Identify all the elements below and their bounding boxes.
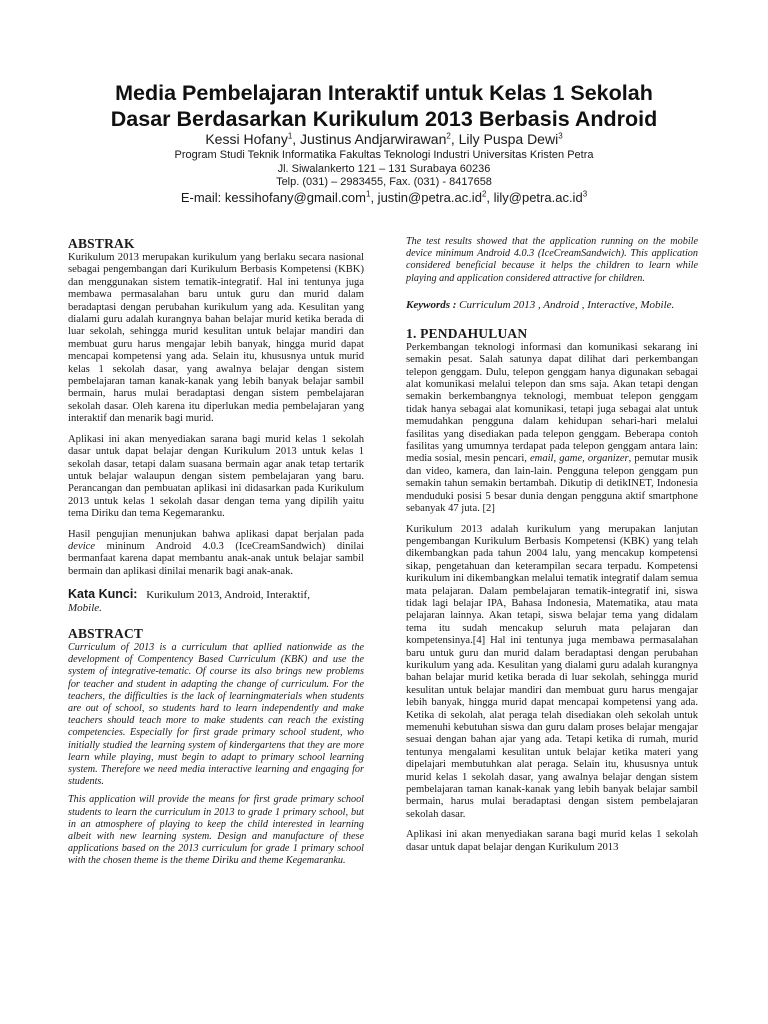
abstrak-p3-text-b: mininum Android 4.0.3 (IceCreamSandwich) dinilai bermanfaat karena dapat membantu anak-anak untuk belajar sambil bermain dan aplikasi dinilai menarik bagi anak-anak. [68, 540, 364, 577]
intro-p1-text-a: Perkembangan teknologi informasi dan komunikasi sekarang ini semakin pesat. Salah satunya dapat dilihat dari perkembangan telepon genggam. Dulu, telepon genggam hanya digunakan sebagai alat komunikasi melalui telepon dan sms saja. Akan tetapi dengan semakin berkembangnya teknologi, membuat telepon genggam tidak hanya sebagai alat komunikasi, tetapi juga sebagai alat untuk memudahkan pengguna dalam kehidupan sehari-hari melalui fasilitas yang disediakan pada telepon genggam. Beberapa contoh fasilitas yang umumnya terdapat pada telepon genggam antara lain: media sosial, mesin pencari, [406, 341, 698, 465]
keywords-text: Curriculum 2013 , Android , Interactive, Mobile. [459, 298, 675, 311]
address: Jl. Siwalankerto 121 – 131 Surabaya 60236 [277, 162, 491, 175]
email-2[interactable]: , justin@petra.ac.id [370, 190, 482, 205]
abstrak-paragraph-2: Aplikasi ini akan menyediakan sarana bagi murid kelas 1 sekolah dasar untuk dapat belajar dengan Kurikulum 2013 untuk kelas 1 sekolah dasar, tetapi dalam suasana bermain agar anak tetap tertarik untuk belajar walaupun dengan sistem pembelajaran yang baru. Perancangan dan pembuatan aplikasi ini didasarkan pada Kurikulum 2013 untuk kelas 1 sekolah dasar dengan tema yang dipilih yaitu tema Diriku dan tema Kegemaranku. [68, 433, 364, 520]
author-2: , Justinus Andjarwirawan [292, 131, 447, 147]
abstract-paragraph-2: This application will provide the means for first grade primary school students to learn the curriculum in 2013 to grade 1 primary school, but in an atmosphere of playing to keep the child interested in learning albeit with new learning system. Design and manufacture of these applications based on the 2013 curriculum for grade 1 primary school with the chosen theme is the theme Diriku and theme Kegemaranku. [68, 794, 364, 867]
keywords-label: Keywords : [406, 298, 457, 311]
email-1[interactable]: E-mail: kessihofany@gmail.com [180, 190, 366, 205]
author-list [40, 131, 728, 148]
email-1-sup: 1 [366, 189, 371, 199]
intro-p1-italic: email, game, organizer [529, 453, 629, 465]
phone-fax: Telp. (031) – 2983455, Fax. (031) - 8417658 [276, 176, 492, 189]
pendahuluan-heading: 1. PENDAHULUAN [406, 325, 528, 341]
left-column [68, 236, 364, 868]
intro-paragraph-3: Aplikasi ini akan menyediakan sarana bagi murid kelas 1 sekolah dasar untuk dapat belajar dengan Kurikulum 2013 [406, 829, 698, 853]
paper-title [40, 80, 728, 132]
kata-kunci-label: Kata Kunci: [68, 587, 138, 602]
abstrak-heading: ABSTRAK [68, 236, 135, 251]
right-column [406, 236, 698, 854]
affiliation: Program Studi Teknik Informatika Fakultas Teknologi Industri Universitas Kristen Petra [174, 149, 594, 161]
affiliation-block [40, 149, 728, 190]
intro-paragraph-2: Kurikulum 2013 adalah kurikulum yang merupakan lanjutan pengembangan Kurikulum Berbasis Kompetensi (KBK) yang telah dikembangkan pada tahun 2004 lalu, yang mencakup kompetensi sikap, pengetahuan dan keterampilan secara terpadu. Kompetensi kurikulum ini dikembangkan melalui tematik integratif dalam semua mata pelajaran. Dalam pembelajaran tematik-integratif ini, siswa tidak lagi belajar IPA, Bahasa Indonesia, Matematika, atau mata pelajaran lainnya. Akan tetapi, siswa belajar tema yang didalam tema itu sudah mencakup seluruh mata pelajaran dan kompetensinya.[4] Hal ini tentunya juga membawa permasalahan baru untuk guru dan murid dalam beradaptasi dengan perubahan kurikulum yang ada. Kesulitan yang dialami guru adalah kurangnya bahan belajar murid ketika berada di luar sekolah, sehingga murid kesulitan untuk belajar mandiri dan membuat guru harus mengajar lebih banyak, hingga murid dapat mencapai kompetensi yang ada. Ketika di sekolah, alat peraga telah disediakan oleh sekolah untuk memenuhi kebutuhan siswa dan guru dalam proses belajar mengajar sesuai dengan bahan ajar yang ada. Tetapi ketika di rumah, murid tentunya mengalami kesulitan untuk belajar ketika materi yang dipelajari membutuhkan alat peraga. Selain itu, khususnya untuk murid kelas 1 sekolah dasar, yang awalnya belajar dengan sistem pembelajaran taman kanak-kanak yang lebih banyak belajar sambil bermain, harus mulai beradaptasi dengan sistem pembelajaran sekolah dasar. [406, 523, 698, 820]
abstrak-paragraph-1: Kurikulum 2013 merupakan kurikulum yang berlaku secara nasional sebagai pengembangan dari Kurikulum Berbasis Kompetensi (KBK) dan menggunakan sistem tematik-integratif. Hal ini tentunya juga membawa permasalahan baru untuk guru dan murid dalam beradaptasi dengan perubahan kurikulum yang ada. Kesulitan yang dialami guru adalah kurangnya bahan belajar murid ketika berada di luar sekolah, sehingga murid kesulitan untuk belajar mandiri dan membuat guru harus mengajar lebih banyak, hingga murid dapat mencapai kompetensi yang ada. Selain itu, khususnya untuk murid kelas 1 sekolah dasar, yang awalnya belajar dengan sistem pembelajaran taman kanak-kanak yang lebih banyak belajar sambil bermain, harus mulai beradaptasi dengan sistem pembelajaran sekolah dasar. Oleh karena itu diperlukan media pembelajaran yang interaktif dan menarik bagi murid. [68, 252, 364, 425]
abstrak-p3-device: device [68, 540, 96, 552]
kata-kunci-mobile: Mobile. [68, 601, 102, 614]
author-3: , Lily Puspa Dewi [450, 131, 559, 147]
abstrak-paragraph-3 [68, 529, 364, 579]
author-3-sup: 3 [558, 131, 563, 141]
abstract-paragraph-1: Curriculum of 2013 is a curriculum that apllied nationwide as the development of Compentency Based Curriculum (KBK) and use the system of integrative-tematic. Of course its also brings new problems for teacher and student in adapting the change of curriculum. For the teachers, the difficulties is the lack of learningmaterials when students are out of school, so students hard to learn independently and make teachers should teach more to make students can reach the existing competencies. Especially for first grade primary school student, who initially studied the learning system of kindergartens that they are more learn while playing, must begin to adapt to primary school learning system. Therefore we need media interactive learning and engaging for students. [68, 641, 364, 788]
author-2-sup: 2 [446, 131, 451, 141]
abstract-heading: ABSTRACT [68, 625, 144, 641]
title-line-2: Dasar Berdasarkan Kurikulum 2013 Berbasis Android [110, 107, 658, 131]
kata-kunci-text: Kurikulum 2013, Android, Interaktif, [146, 589, 310, 602]
title-line-1: Media Pembelajaran Interaktif untuk Kelas 1 Sekolah [115, 81, 653, 105]
intro-paragraph-1 [406, 342, 698, 516]
intro-p1-text-b: , pemutar musik dan video, kamera, dan lain-lain. Pengguna telepon genggam pun semakin tahun semakin bertambah. Dikutip di detikINET, Indonesia menduduki posisi 5 besar dunia dengan pengguna aktif smartphone sebanyak 47 juta. [2] [406, 453, 698, 515]
kata-kunci [68, 588, 364, 614]
author-1: Kessi Hofany [205, 131, 288, 147]
email-2-sup: 2 [481, 189, 487, 199]
email-3-sup: 3 [582, 189, 588, 199]
email-3[interactable]: , lily@petra.ac.id [486, 190, 583, 205]
abstract-paragraph-3: The test results showed that the application running on the mobile device minimum Android 4.0.3 (IceCreamSandwich). This application considered beneficial because it helps the children to learn while playing and application considered attractive for children. [406, 236, 698, 284]
keywords [406, 299, 698, 312]
abstrak-p3-text-a: Hasil pengujian menunjukan bahwa aplikasi dapat berjalan pada [68, 528, 364, 540]
author-1-sup: 1 [287, 131, 293, 141]
email-line [40, 190, 728, 206]
